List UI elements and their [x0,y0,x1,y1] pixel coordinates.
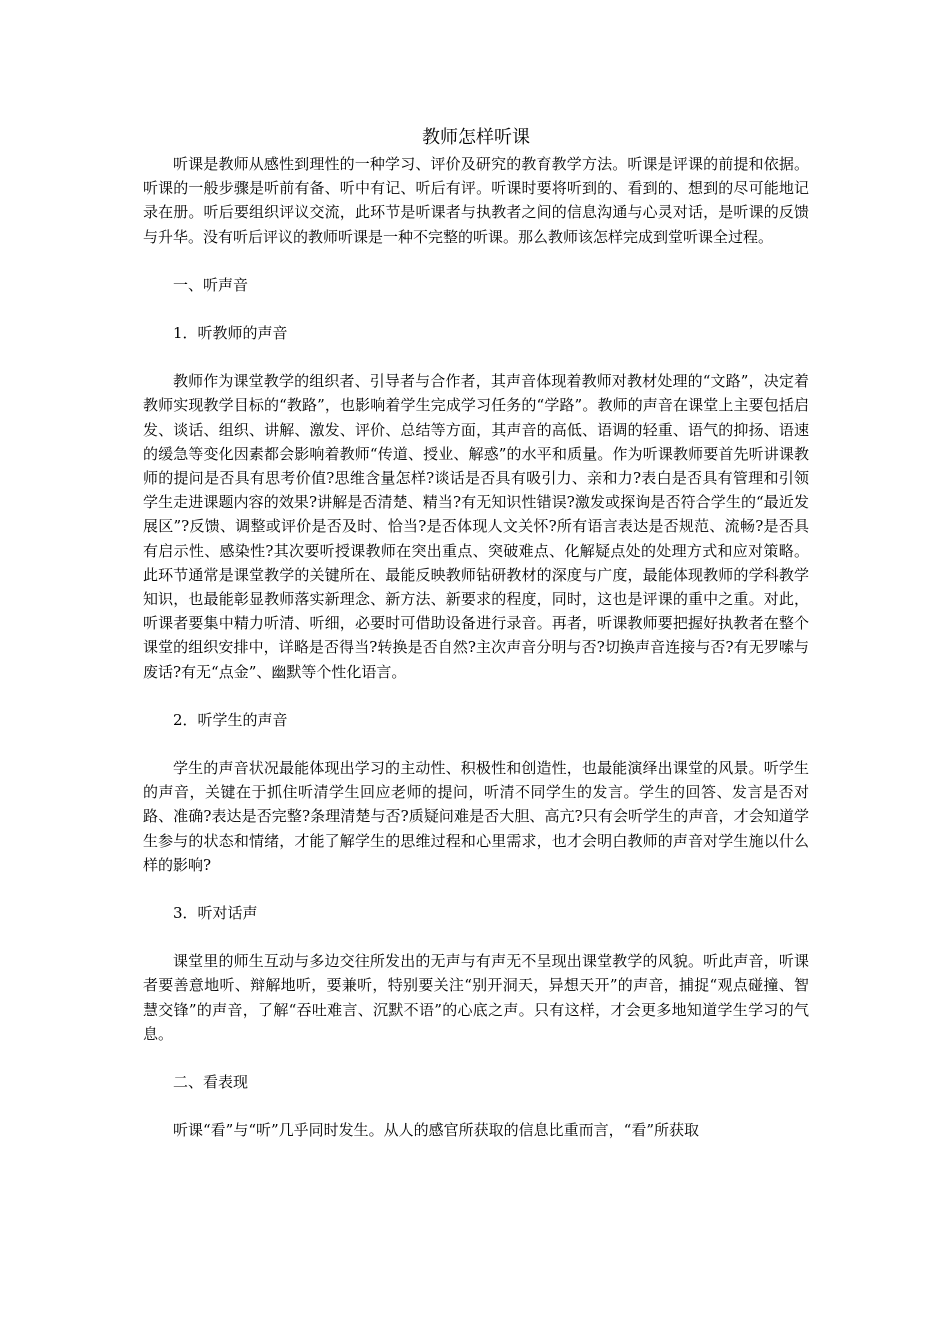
intro-paragraph: 听课是教师从感性到理性的一种学习、评价及研究的教育教学方法。听课是评课的前提和依据。听课的一般步骤是听前有备、听中有记、听后有评。听课时要将听到的、看到的、想到的尽可能地记录在册。听后要组织评议交流，此环节是听课者与执教者之间的信息沟通与心灵对话，是听课的反馈与升华。没有听后评议的教师听课是一种不完整的听课。那么教师该怎样完成到堂听课全过程。 [143,155,809,246]
student-voice-paragraph: 学生的声音状况最能体现出学习的主动性、积极性和创造性，也最能演绎出课堂的风景。听学生的声音，关键在于抓住听清学生回应老师的提问，听清不同学生的发言。学生的回答、发言是否对路、准确?表达是否完整?条理清楚与否?质疑问难是否大胆、高亢?只有会听学生的声音，才会知道学生参与的状态和情绪，才能了解学生的思维过程和心里需求，也才会明白教师的声音对学生施以什么样的影响? [143,759,809,874]
dialogue-voice-paragraph: 课堂里的师生互动与多边交往所发出的无声与有声无不呈现出课堂教学的风貌。听此声音，听课者要善意地听、辩解地听，要兼听，特别要关注“别开洞天，异想天开”的声音，捕捉“观点碰撞、智慧交锋”的声音，了解“吞吐难言、沉默不语”的心底之声。只有这样，才会更多地知道学生学习的气息。 [143,952,809,1043]
section-heading-listen-sound: 一、听声音 [173,275,249,294]
subheading-teacher-voice: 1．听教师的声音 [173,324,288,343]
teacher-voice-paragraph: 教师作为课堂教学的组织者、引导者与合作者，其声音体现着教师对教材处理的“文路”，决定着教师实现教学目标的“教路”，也影响着学生完成学习任务的“学路”。教师的声音在课堂上主要包括启发、谈话、组织、讲解、激发、评价、总结等方面，其声音的高低、语调的轻重、语气的抑扬、语速的缓急等变化因素都会影响着教师“传道、授业、解惑”的水平和质量。作为听课教师要首先听讲课教师的提问是否具有思考价值?思维含量怎样?谈话是否具有吸引力、亲和力?表白是否具有管理和引领学生走进课题内容的效果?讲解是否清楚、精当?有无知识性错误?激发或探询是否符合学生的“最近发展区”?反馈、调整或评价是否及时、恰当?是否体现人文关怀?所有语言表达是否规范、流畅?是否具有启示性、感染性?其次要听授课教师在突出重点、突破难点、化解疑点处的处理方式和应对策略。此环节通常是课堂教学的关键所在、最能反映教师钻研教材的深度与广度，最能体现教师的学科教学知识，也最能彰显教师落实新理念、新方法、新要求的程度，同时，这也是评课的重中之重。对此，听课者要集中精力听清、听细，必要时可借助设备进行录音。再者，听课教师要把握好执教者在整个课堂的组织安排中，详略是否得当?转换是否自然?主次声音分明与否?切换声音连接与否?有无罗嗦与废话?有无“点金”、幽默等个性化语言。 [143,372,809,681]
subheading-dialogue-voice: 3．听对话声 [173,904,258,923]
document-body [143,124,809,1143]
subheading-student-voice: 2．听学生的声音 [173,710,288,729]
watch-performance-paragraph: 听课“看”与“听”几乎同时发生。从人的感官所获取的信息比重而言，“看”所获取 [173,1121,700,1140]
document-title: 教师怎样听课 [422,127,530,148]
section-heading-watch-performance: 二、看表现 [173,1073,249,1092]
